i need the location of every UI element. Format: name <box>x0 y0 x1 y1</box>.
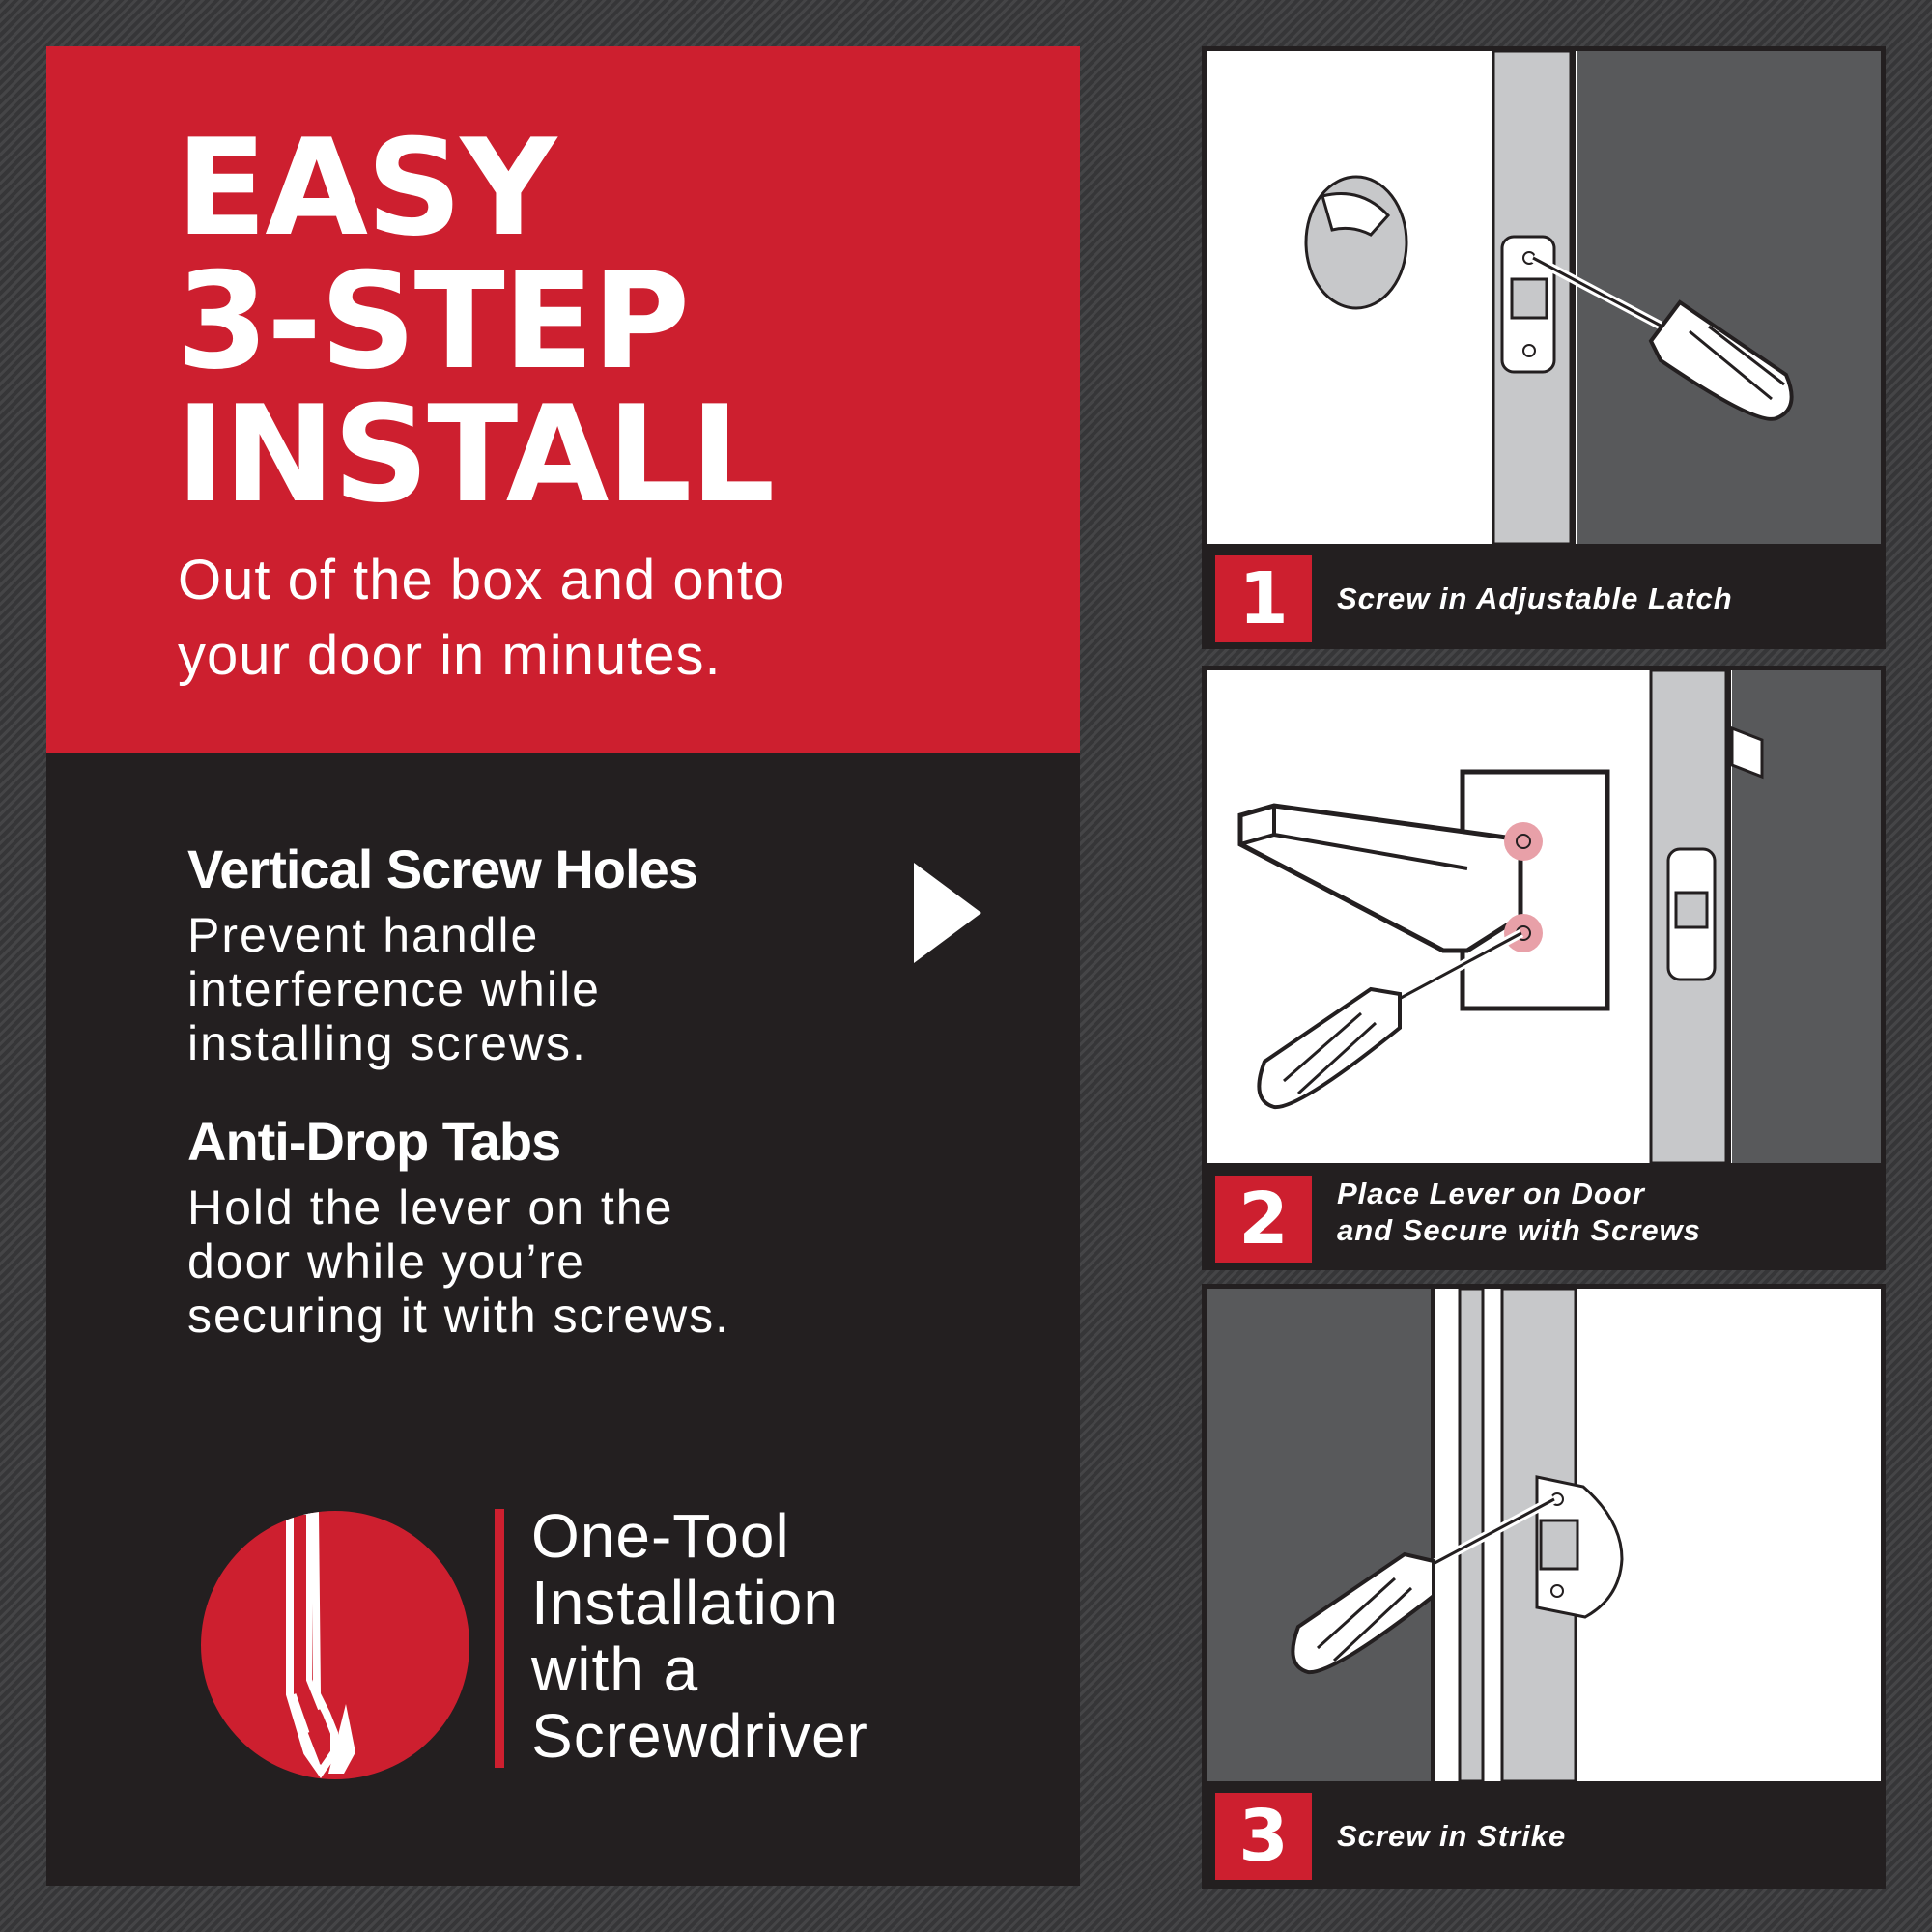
feature-title-screw-holes: Vertical Screw Holes <box>187 838 697 899</box>
step-number-2: 2 <box>1215 1176 1312 1263</box>
tool-text-line: One-Tool <box>531 1501 790 1571</box>
tool-text <box>531 1503 868 1770</box>
step-label-3 <box>1337 1818 1566 1855</box>
step-label-line: Screw in Strike <box>1337 1819 1567 1853</box>
step-card-2 <box>1202 666 1886 1270</box>
subhead-line-2: your door in minutes. <box>178 624 722 687</box>
step-number-3: 3 <box>1215 1793 1312 1880</box>
subhead <box>178 543 1047 694</box>
feature-body-line: door while you’re <box>187 1235 585 1289</box>
step-card-1 <box>1202 46 1886 649</box>
headline-line-1: EASY <box>176 110 555 266</box>
arrow-right-icon <box>914 863 981 963</box>
subhead-line-1: Out of the box and onto <box>178 549 786 611</box>
step-label-line: Place Lever on Door <box>1337 1177 1645 1210</box>
step-card-3 <box>1202 1284 1886 1889</box>
step-3-illustration <box>1207 1289 1881 1781</box>
feature-body-line: interference while <box>187 962 601 1016</box>
screwdriver-tip-icon <box>201 1511 469 1779</box>
step-2-illustration <box>1207 670 1881 1163</box>
feature-body-line: installing screws. <box>187 1016 587 1070</box>
tool-text-line: with a <box>531 1634 699 1704</box>
tool-text-line: Screwdriver <box>531 1701 868 1771</box>
feature-title-anti-drop: Anti-Drop Tabs <box>187 1111 561 1172</box>
step-label-line: and Secure with Screws <box>1337 1213 1701 1247</box>
feature-body-line: Hold the lever on the <box>187 1180 674 1235</box>
headline <box>176 110 1045 532</box>
headline-line-3: INSTALL <box>176 377 774 532</box>
step-label-line: Screw in Adjustable Latch <box>1337 582 1733 615</box>
tool-text-line: Installation <box>531 1568 838 1637</box>
feature-body-screw-holes <box>187 908 883 1070</box>
step-label-2 <box>1337 1176 1701 1249</box>
feature-body-anti-drop <box>187 1180 883 1343</box>
step-1-illustration <box>1207 51 1881 544</box>
feature-body-line: Prevent handle <box>187 908 540 962</box>
step-label-1 <box>1337 581 1733 617</box>
tool-divider <box>495 1509 504 1768</box>
headline-line-2: 3-STEP <box>176 243 689 399</box>
step-number-1: 1 <box>1215 555 1312 642</box>
feature-body-line: securing it with screws. <box>187 1289 731 1343</box>
